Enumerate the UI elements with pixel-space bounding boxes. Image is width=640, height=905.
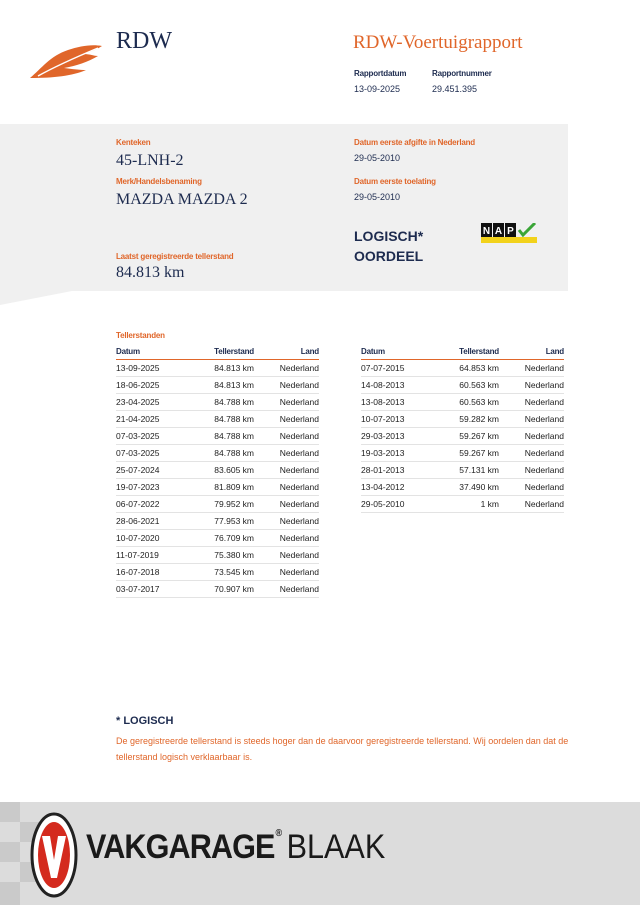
row-reading: 84.788 km: [198, 445, 254, 462]
table-row: [361, 411, 564, 428]
row-country: Nederland: [499, 445, 564, 462]
row-country: Nederland: [499, 479, 564, 496]
row-reading: 84.788 km: [198, 394, 254, 411]
row-date: 28-01-2013: [361, 462, 443, 479]
row-reading: 1 km: [443, 496, 499, 513]
odometer-value: 84.813 km: [116, 264, 185, 281]
garage-city: BLAAK: [286, 828, 386, 866]
garage-brand: [86, 828, 385, 867]
row-country: Nederland: [254, 496, 319, 513]
table-row: [116, 394, 319, 411]
row-country: Nederland: [254, 394, 319, 411]
svg-text:A: A: [494, 226, 503, 237]
odometer-table-right: [361, 345, 564, 513]
row-country: Nederland: [254, 581, 319, 598]
odometer-table-left: [116, 345, 319, 598]
row-reading: 64.853 km: [443, 360, 499, 377]
table-row: [116, 547, 319, 564]
row-country: Nederland: [499, 496, 564, 513]
row-reading: 57.131 km: [443, 462, 499, 479]
row-country: Nederland: [499, 377, 564, 394]
odometer-label: Laatst geregistreerde tellerstand: [116, 252, 234, 261]
row-date: 29-03-2013: [361, 428, 443, 445]
report-title: RDW-Voertuigrapport: [353, 32, 523, 53]
row-date: 16-07-2018: [116, 564, 198, 581]
row-reading: 79.952 km: [198, 496, 254, 513]
garage-brand-name: VAKGARAGE: [86, 828, 275, 866]
row-country: Nederland: [254, 530, 319, 547]
row-date: 06-07-2022: [116, 496, 198, 513]
registered-mark: ®: [275, 828, 282, 839]
first-nl-value: 29-05-2010: [354, 153, 401, 163]
row-reading: 84.813 km: [198, 377, 254, 394]
plate-label: Kenteken: [116, 138, 151, 147]
row-reading: 76.709 km: [198, 530, 254, 547]
row-date: 25-07-2024: [116, 462, 198, 479]
table-row: [116, 530, 319, 547]
row-reading: 83.605 km: [198, 462, 254, 479]
table-row: [116, 377, 319, 394]
table-row: [116, 564, 319, 581]
row-country: Nederland: [254, 411, 319, 428]
row-country: Nederland: [254, 564, 319, 581]
report-date-label: Rapportdatum: [354, 69, 407, 78]
footnote-title: * LOGISCH: [116, 715, 174, 727]
row-country: Nederland: [254, 547, 319, 564]
row-reading: 75.380 km: [198, 547, 254, 564]
row-country: Nederland: [499, 360, 564, 377]
row-reading: 59.267 km: [443, 428, 499, 445]
table-row: [116, 445, 319, 462]
row-reading: 77.953 km: [198, 513, 254, 530]
row-reading: 37.490 km: [443, 479, 499, 496]
nap-logo-icon: [481, 223, 537, 245]
verdict-line-1: LOGISCH*: [354, 228, 424, 244]
row-date: 19-03-2013: [361, 445, 443, 462]
vakgarage-logo-icon: [30, 812, 78, 898]
row-country: Nederland: [254, 445, 319, 462]
row-date: 10-07-2013: [361, 411, 443, 428]
col-country: Land: [499, 345, 564, 360]
row-date: 18-06-2025: [116, 377, 198, 394]
table-row: [116, 513, 319, 530]
col-reading: Tellerstand: [198, 345, 254, 360]
table-row: [361, 479, 564, 496]
row-country: Nederland: [499, 428, 564, 445]
report-number: 29.451.395: [432, 84, 478, 94]
row-reading: 59.282 km: [443, 411, 499, 428]
row-date: 11-07-2019: [116, 547, 198, 564]
row-date: 28-06-2021: [116, 513, 198, 530]
row-reading: 84.788 km: [198, 428, 254, 445]
plate-value: 45-LNH-2: [116, 152, 184, 169]
table-row: [116, 360, 319, 377]
svg-text:P: P: [507, 226, 514, 237]
row-date: 10-07-2020: [116, 530, 198, 547]
row-reading: 84.788 km: [198, 411, 254, 428]
table-row: [361, 394, 564, 411]
row-date: 07-07-2015: [361, 360, 443, 377]
table-row: [116, 428, 319, 445]
table-row: [361, 428, 564, 445]
row-reading: 70.907 km: [198, 581, 254, 598]
make-value: MAZDA MAZDA 2: [116, 191, 248, 208]
make-label: Merk/Handelsbenaming: [116, 177, 202, 186]
row-country: Nederland: [254, 462, 319, 479]
row-country: Nederland: [254, 377, 319, 394]
table-row: [361, 496, 564, 513]
row-reading: 81.809 km: [198, 479, 254, 496]
table-row: [361, 377, 564, 394]
col-date: Datum: [116, 345, 198, 360]
row-date: 13-09-2025: [116, 360, 198, 377]
verdict: [354, 226, 423, 266]
table-row: [116, 581, 319, 598]
row-reading: 84.813 km: [198, 360, 254, 377]
row-reading: 59.267 km: [443, 445, 499, 462]
row-country: Nederland: [254, 360, 319, 377]
rdw-logo-icon: [28, 38, 106, 82]
table-row: [116, 411, 319, 428]
row-reading: 60.563 km: [443, 377, 499, 394]
row-date: 13-08-2013: [361, 394, 443, 411]
panel-notch: [0, 291, 72, 305]
col-country: Land: [254, 345, 319, 360]
brand-title: RDW: [116, 28, 172, 54]
row-country: Nederland: [254, 479, 319, 496]
row-date: 14-08-2013: [361, 377, 443, 394]
row-country: Nederland: [499, 394, 564, 411]
report-date: 13-09-2025: [354, 84, 401, 94]
row-date: 07-03-2025: [116, 428, 198, 445]
row-date: 19-07-2023: [116, 479, 198, 496]
odometer-history-title: Tellerstanden: [116, 331, 165, 340]
row-country: Nederland: [499, 462, 564, 479]
row-date: 13-04-2012: [361, 479, 443, 496]
row-country: Nederland: [254, 428, 319, 445]
first-admission-label: Datum eerste toelating: [354, 177, 436, 186]
first-admission-value: 29-05-2010: [354, 192, 401, 202]
row-country: Nederland: [499, 411, 564, 428]
table-row: [116, 496, 319, 513]
row-date: 21-04-2025: [116, 411, 198, 428]
row-reading: 73.545 km: [198, 564, 254, 581]
row-date: 23-04-2025: [116, 394, 198, 411]
verdict-line-2: OORDEEL: [354, 248, 424, 264]
footnote-text: De geregistreerde tellerstand is steeds hoger dan de daarvoor geregistreerde tellerstand. Wij oordelen dan dat de tellerstand logisch verklaarbaar is.: [116, 736, 569, 762]
row-reading: 60.563 km: [443, 394, 499, 411]
table-row: [361, 462, 564, 479]
row-date: 29-05-2010: [361, 496, 443, 513]
col-reading: Tellerstand: [443, 345, 499, 360]
table-row: [361, 360, 564, 377]
report-number-label: Rapportnummer: [432, 69, 492, 78]
first-nl-label: Datum eerste afgifte in Nederland: [354, 138, 475, 147]
table-row: [116, 462, 319, 479]
row-country: Nederland: [254, 513, 319, 530]
row-date: 07-03-2025: [116, 445, 198, 462]
vehicle-panel: [0, 124, 568, 291]
svg-text:N: N: [482, 226, 491, 237]
table-row: [361, 445, 564, 462]
col-date: Datum: [361, 345, 443, 360]
table-row: [116, 479, 319, 496]
row-date: 03-07-2017: [116, 581, 198, 598]
